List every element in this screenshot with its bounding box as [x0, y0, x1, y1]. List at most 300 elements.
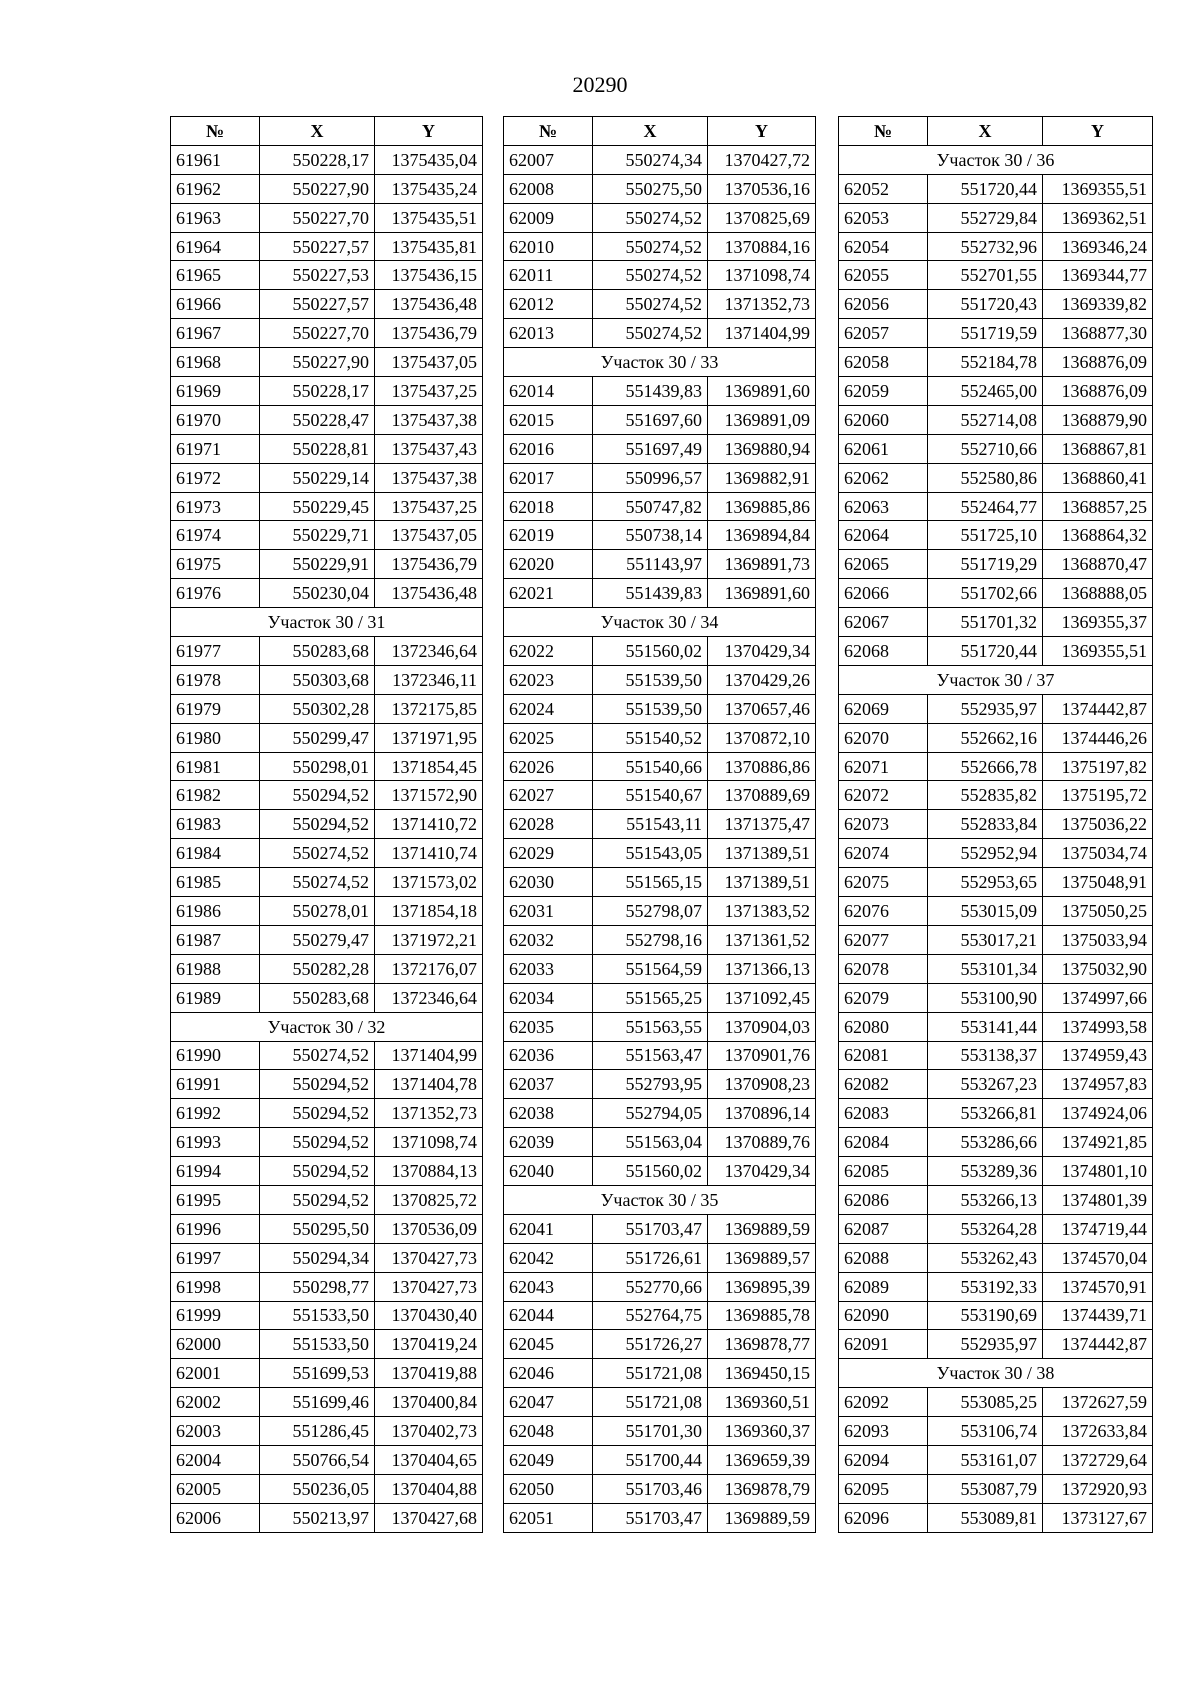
x-coordinate: 550294,52	[260, 1185, 375, 1214]
point-number: 61985	[171, 868, 260, 897]
table-row	[839, 203, 1153, 232]
x-coordinate: 550274,34	[593, 145, 708, 174]
y-coordinate: 1373127,67	[1043, 1503, 1153, 1532]
point-number: 62004	[171, 1445, 260, 1474]
y-coordinate: 1371366,13	[708, 954, 816, 983]
x-coordinate: 551703,46	[593, 1474, 708, 1503]
x-coordinate: 552701,55	[928, 261, 1043, 290]
point-number: 61968	[171, 348, 260, 377]
y-coordinate: 1375437,25	[375, 492, 483, 521]
point-number: 62000	[171, 1330, 260, 1359]
table-row	[839, 1330, 1153, 1359]
point-number: 62044	[504, 1301, 593, 1330]
y-coordinate: 1371383,52	[708, 897, 816, 926]
table-row	[171, 810, 483, 839]
y-coordinate: 1369891,73	[708, 550, 816, 579]
table-row	[839, 1474, 1153, 1503]
table-row	[171, 1041, 483, 1070]
y-coordinate: 1375050,25	[1043, 897, 1153, 926]
x-coordinate: 550282,28	[260, 954, 375, 983]
point-number: 62096	[839, 1503, 928, 1532]
x-coordinate: 552798,07	[593, 897, 708, 926]
y-coordinate: 1375048,91	[1043, 868, 1153, 897]
x-coordinate: 551697,60	[593, 405, 708, 434]
table-row	[171, 723, 483, 752]
x-coordinate: 552732,96	[928, 232, 1043, 261]
x-coordinate: 551720,43	[928, 290, 1043, 319]
point-number: 62037	[504, 1070, 593, 1099]
table-row	[839, 521, 1153, 550]
table-row	[504, 1214, 816, 1243]
section-heading-row	[839, 1359, 1153, 1388]
point-number: 62009	[504, 203, 593, 232]
point-number: 62052	[839, 174, 928, 203]
point-number: 62041	[504, 1214, 593, 1243]
y-coordinate: 1375036,22	[1043, 810, 1153, 839]
table-row	[839, 637, 1153, 666]
y-coordinate: 1374993,58	[1043, 1012, 1153, 1041]
point-number: 62039	[504, 1128, 593, 1157]
table-row	[504, 319, 816, 348]
x-coordinate: 552798,16	[593, 925, 708, 954]
y-coordinate: 1370884,13	[375, 1157, 483, 1186]
point-number: 62059	[839, 377, 928, 406]
point-number: 62058	[839, 348, 928, 377]
y-coordinate: 1370889,69	[708, 781, 816, 810]
y-coordinate: 1371389,51	[708, 868, 816, 897]
table-row	[839, 1012, 1153, 1041]
y-coordinate: 1374442,87	[1043, 694, 1153, 723]
point-number: 62067	[839, 608, 928, 637]
point-number: 61997	[171, 1243, 260, 1272]
x-coordinate: 551543,11	[593, 810, 708, 839]
y-coordinate: 1374446,26	[1043, 723, 1153, 752]
y-coordinate: 1368888,05	[1043, 579, 1153, 608]
x-coordinate: 551700,44	[593, 1445, 708, 1474]
point-number: 61972	[171, 463, 260, 492]
point-number: 62036	[504, 1041, 593, 1070]
section-heading: Участок 30 / 35	[504, 1185, 816, 1214]
table-row	[839, 232, 1153, 261]
point-number: 62015	[504, 405, 593, 434]
y-coordinate: 1370404,88	[375, 1474, 483, 1503]
x-coordinate: 550274,52	[593, 290, 708, 319]
y-coordinate: 1372627,59	[1043, 1388, 1153, 1417]
y-coordinate: 1370536,16	[708, 174, 816, 203]
x-coordinate: 553089,81	[928, 1503, 1043, 1532]
y-coordinate: 1372346,64	[375, 637, 483, 666]
table-row	[171, 1359, 483, 1388]
point-number: 62084	[839, 1128, 928, 1157]
x-coordinate: 553101,34	[928, 954, 1043, 983]
point-number: 62021	[504, 579, 593, 608]
y-coordinate: 1372175,85	[375, 694, 483, 723]
section-heading: Участок 30 / 32	[171, 1012, 483, 1041]
table-row	[171, 1301, 483, 1330]
table-row	[504, 550, 816, 579]
x-coordinate: 550227,70	[260, 319, 375, 348]
x-coordinate: 550766,54	[260, 1445, 375, 1474]
y-coordinate: 1375436,79	[375, 550, 483, 579]
section-heading-row	[171, 1012, 483, 1041]
point-number: 62023	[504, 665, 593, 694]
table-row	[504, 434, 816, 463]
x-coordinate: 553106,74	[928, 1417, 1043, 1446]
x-coordinate: 553266,81	[928, 1099, 1043, 1128]
y-coordinate: 1369889,59	[708, 1503, 816, 1532]
point-number: 62065	[839, 550, 928, 579]
point-number: 61981	[171, 752, 260, 781]
table-row	[171, 1474, 483, 1503]
x-coordinate: 551702,66	[928, 579, 1043, 608]
table-row	[839, 954, 1153, 983]
point-number: 62024	[504, 694, 593, 723]
point-number: 62006	[171, 1503, 260, 1532]
header-y: Y	[1043, 117, 1153, 146]
y-coordinate: 1370889,76	[708, 1128, 816, 1157]
table-row	[171, 319, 483, 348]
table-row	[839, 1214, 1153, 1243]
y-coordinate: 1370896,14	[708, 1099, 816, 1128]
table-row	[839, 434, 1153, 463]
y-coordinate: 1369889,59	[708, 1214, 816, 1243]
point-number: 61986	[171, 897, 260, 926]
x-coordinate: 551540,52	[593, 723, 708, 752]
y-coordinate: 1369346,24	[1043, 232, 1153, 261]
x-coordinate: 550283,68	[260, 983, 375, 1012]
y-coordinate: 1369894,84	[708, 521, 816, 550]
table-row	[171, 1243, 483, 1272]
x-coordinate: 551543,05	[593, 839, 708, 868]
table-row	[504, 1099, 816, 1128]
point-number: 61969	[171, 377, 260, 406]
y-coordinate: 1374801,39	[1043, 1185, 1153, 1214]
y-coordinate: 1375437,25	[375, 377, 483, 406]
table-row	[839, 839, 1153, 868]
section-heading: Участок 30 / 38	[839, 1359, 1153, 1388]
x-coordinate: 552465,00	[928, 377, 1043, 406]
y-coordinate: 1372729,64	[1043, 1445, 1153, 1474]
point-number: 61976	[171, 579, 260, 608]
point-number: 61979	[171, 694, 260, 723]
y-coordinate: 1370429,34	[708, 1157, 816, 1186]
point-number: 62042	[504, 1243, 593, 1272]
point-number: 62057	[839, 319, 928, 348]
header-x: X	[928, 117, 1043, 146]
point-number: 62071	[839, 752, 928, 781]
point-number: 61967	[171, 319, 260, 348]
point-number: 62046	[504, 1359, 593, 1388]
y-coordinate: 1374442,87	[1043, 1330, 1153, 1359]
y-coordinate: 1371854,18	[375, 897, 483, 926]
x-coordinate: 550229,91	[260, 550, 375, 579]
table-row	[839, 1099, 1153, 1128]
y-coordinate: 1369362,51	[1043, 203, 1153, 232]
section-heading-row	[839, 665, 1153, 694]
y-coordinate: 1370825,69	[708, 203, 816, 232]
point-number: 61983	[171, 810, 260, 839]
x-coordinate: 552184,78	[928, 348, 1043, 377]
point-number: 62051	[504, 1503, 593, 1532]
y-coordinate: 1368860,41	[1043, 463, 1153, 492]
point-number: 62085	[839, 1157, 928, 1186]
y-coordinate: 1375437,38	[375, 405, 483, 434]
x-coordinate: 550227,57	[260, 232, 375, 261]
point-number: 62010	[504, 232, 593, 261]
y-coordinate: 1370402,73	[375, 1417, 483, 1446]
x-coordinate: 550303,68	[260, 665, 375, 694]
table-row	[504, 174, 816, 203]
y-coordinate: 1370536,09	[375, 1214, 483, 1243]
x-coordinate: 550294,52	[260, 1070, 375, 1099]
table-row	[504, 1417, 816, 1446]
y-coordinate: 1368864,32	[1043, 521, 1153, 550]
header-number: №	[839, 117, 928, 146]
header-x: X	[593, 117, 708, 146]
table-row	[171, 1503, 483, 1532]
x-coordinate: 550294,52	[260, 781, 375, 810]
point-number: 61992	[171, 1099, 260, 1128]
section-heading: Участок 30 / 37	[839, 665, 1153, 694]
table-row	[171, 579, 483, 608]
point-number: 61975	[171, 550, 260, 579]
point-number: 62093	[839, 1417, 928, 1446]
y-coordinate: 1368876,09	[1043, 348, 1153, 377]
x-coordinate: 550283,68	[260, 637, 375, 666]
x-coordinate: 551539,50	[593, 694, 708, 723]
table-row	[839, 1185, 1153, 1214]
table-row	[171, 1070, 483, 1099]
x-coordinate: 551560,02	[593, 637, 708, 666]
table-row	[171, 694, 483, 723]
y-coordinate: 1369878,79	[708, 1474, 816, 1503]
y-coordinate: 1368879,90	[1043, 405, 1153, 434]
table-row	[504, 694, 816, 723]
x-coordinate: 553015,09	[928, 897, 1043, 926]
table-row	[171, 405, 483, 434]
y-coordinate: 1370427,68	[375, 1503, 483, 1532]
table-row	[504, 925, 816, 954]
x-coordinate: 551439,83	[593, 377, 708, 406]
y-coordinate: 1375436,15	[375, 261, 483, 290]
x-coordinate: 551286,45	[260, 1417, 375, 1446]
x-coordinate: 553085,25	[928, 1388, 1043, 1417]
x-coordinate: 550274,52	[260, 1041, 375, 1070]
point-number: 62013	[504, 319, 593, 348]
point-number: 61988	[171, 954, 260, 983]
coordinates-table-3	[838, 116, 1153, 1533]
x-coordinate: 552935,97	[928, 694, 1043, 723]
y-coordinate: 1375435,51	[375, 203, 483, 232]
y-coordinate: 1369659,39	[708, 1445, 816, 1474]
y-coordinate: 1369450,15	[708, 1359, 816, 1388]
table-row	[504, 579, 816, 608]
x-coordinate: 550738,14	[593, 521, 708, 550]
point-number: 62062	[839, 463, 928, 492]
table-row	[171, 954, 483, 983]
point-number: 62061	[839, 434, 928, 463]
table-row	[171, 434, 483, 463]
table-row	[504, 1128, 816, 1157]
table-row	[171, 290, 483, 319]
table-row	[171, 1330, 483, 1359]
y-coordinate: 1371361,52	[708, 925, 816, 954]
point-number: 61963	[171, 203, 260, 232]
y-coordinate: 1371352,73	[375, 1099, 483, 1128]
table-row	[504, 1359, 816, 1388]
table-row	[839, 1128, 1153, 1157]
y-coordinate: 1375033,94	[1043, 925, 1153, 954]
point-number: 62011	[504, 261, 593, 290]
x-coordinate: 551699,46	[260, 1388, 375, 1417]
y-coordinate: 1369339,82	[1043, 290, 1153, 319]
x-coordinate: 550299,47	[260, 723, 375, 752]
x-coordinate: 550275,50	[593, 174, 708, 203]
table-row	[839, 261, 1153, 290]
point-number: 62069	[839, 694, 928, 723]
point-number: 61961	[171, 145, 260, 174]
x-coordinate: 550294,52	[260, 1099, 375, 1128]
table-row	[171, 1128, 483, 1157]
point-number: 62017	[504, 463, 593, 492]
point-number: 62053	[839, 203, 928, 232]
x-coordinate: 550228,81	[260, 434, 375, 463]
y-coordinate: 1370400,84	[375, 1388, 483, 1417]
header-row	[839, 117, 1153, 146]
x-coordinate: 550229,14	[260, 463, 375, 492]
point-number: 62080	[839, 1012, 928, 1041]
table-row	[171, 492, 483, 521]
y-coordinate: 1375034,74	[1043, 839, 1153, 868]
table-row	[839, 290, 1153, 319]
point-number: 62075	[839, 868, 928, 897]
y-coordinate: 1369878,77	[708, 1330, 816, 1359]
section-heading: Участок 30 / 33	[504, 348, 816, 377]
table-row	[504, 983, 816, 1012]
point-number: 61977	[171, 637, 260, 666]
y-coordinate: 1370825,72	[375, 1185, 483, 1214]
point-number: 62008	[504, 174, 593, 203]
table-row	[504, 145, 816, 174]
table-row	[504, 1301, 816, 1330]
y-coordinate: 1372346,11	[375, 665, 483, 694]
section-heading-row	[504, 1185, 816, 1214]
point-number: 62079	[839, 983, 928, 1012]
y-coordinate: 1369889,57	[708, 1243, 816, 1272]
coordinates-table-1	[170, 116, 483, 1533]
point-number: 62035	[504, 1012, 593, 1041]
table-row	[171, 1185, 483, 1214]
table-row	[171, 1417, 483, 1446]
x-coordinate: 550294,52	[260, 1128, 375, 1157]
table-row	[839, 983, 1153, 1012]
y-coordinate: 1375435,04	[375, 145, 483, 174]
x-coordinate: 553141,44	[928, 1012, 1043, 1041]
table-row	[504, 1388, 816, 1417]
point-number: 62074	[839, 839, 928, 868]
y-coordinate: 1370886,86	[708, 752, 816, 781]
point-number: 61978	[171, 665, 260, 694]
x-coordinate: 551539,50	[593, 665, 708, 694]
table-row	[839, 1388, 1153, 1417]
point-number: 62068	[839, 637, 928, 666]
table-row	[504, 1070, 816, 1099]
x-coordinate: 550294,52	[260, 810, 375, 839]
y-coordinate: 1369895,39	[708, 1272, 816, 1301]
header-x: X	[260, 117, 375, 146]
point-number: 61984	[171, 839, 260, 868]
point-number: 62072	[839, 781, 928, 810]
point-number: 62033	[504, 954, 593, 983]
y-coordinate: 1369891,60	[708, 377, 816, 406]
point-number: 62091	[839, 1330, 928, 1359]
y-coordinate: 1371404,78	[375, 1070, 483, 1099]
table-row	[171, 897, 483, 926]
y-coordinate: 1371854,45	[375, 752, 483, 781]
table-row	[504, 637, 816, 666]
table-row	[171, 1388, 483, 1417]
x-coordinate: 551563,04	[593, 1128, 708, 1157]
y-coordinate: 1369355,51	[1043, 637, 1153, 666]
table-row	[504, 954, 816, 983]
y-coordinate: 1369355,51	[1043, 174, 1153, 203]
x-coordinate: 552666,78	[928, 752, 1043, 781]
point-number: 62081	[839, 1041, 928, 1070]
y-coordinate: 1370427,73	[375, 1243, 483, 1272]
x-coordinate: 551565,15	[593, 868, 708, 897]
y-coordinate: 1370872,10	[708, 723, 816, 752]
x-coordinate: 550227,53	[260, 261, 375, 290]
x-coordinate: 551564,59	[593, 954, 708, 983]
point-number: 61980	[171, 723, 260, 752]
table-row	[839, 463, 1153, 492]
x-coordinate: 553017,21	[928, 925, 1043, 954]
x-coordinate: 552764,75	[593, 1301, 708, 1330]
table-row	[839, 377, 1153, 406]
table-row	[839, 550, 1153, 579]
table-row	[839, 1301, 1153, 1330]
point-number: 62066	[839, 579, 928, 608]
point-number: 62020	[504, 550, 593, 579]
section-heading: Участок 30 / 36	[839, 145, 1153, 174]
point-number: 61999	[171, 1301, 260, 1330]
y-coordinate: 1371352,73	[708, 290, 816, 319]
y-coordinate: 1374924,06	[1043, 1099, 1153, 1128]
x-coordinate: 550295,50	[260, 1214, 375, 1243]
x-coordinate: 553262,43	[928, 1243, 1043, 1272]
point-number: 61962	[171, 174, 260, 203]
table-row	[504, 723, 816, 752]
table-row	[171, 174, 483, 203]
point-number: 62040	[504, 1157, 593, 1186]
point-number: 62070	[839, 723, 928, 752]
table-row	[504, 1503, 816, 1532]
x-coordinate: 552935,97	[928, 1330, 1043, 1359]
point-number: 62007	[504, 145, 593, 174]
x-coordinate: 551565,25	[593, 983, 708, 1012]
x-coordinate: 552793,95	[593, 1070, 708, 1099]
x-coordinate: 551533,50	[260, 1330, 375, 1359]
x-coordinate: 550228,17	[260, 377, 375, 406]
point-number: 62045	[504, 1330, 593, 1359]
x-coordinate: 550229,71	[260, 521, 375, 550]
y-coordinate: 1369891,60	[708, 579, 816, 608]
x-coordinate: 550298,77	[260, 1272, 375, 1301]
point-number: 62027	[504, 781, 593, 810]
table-row	[171, 925, 483, 954]
table-row	[171, 1099, 483, 1128]
y-coordinate: 1371098,74	[375, 1128, 483, 1157]
